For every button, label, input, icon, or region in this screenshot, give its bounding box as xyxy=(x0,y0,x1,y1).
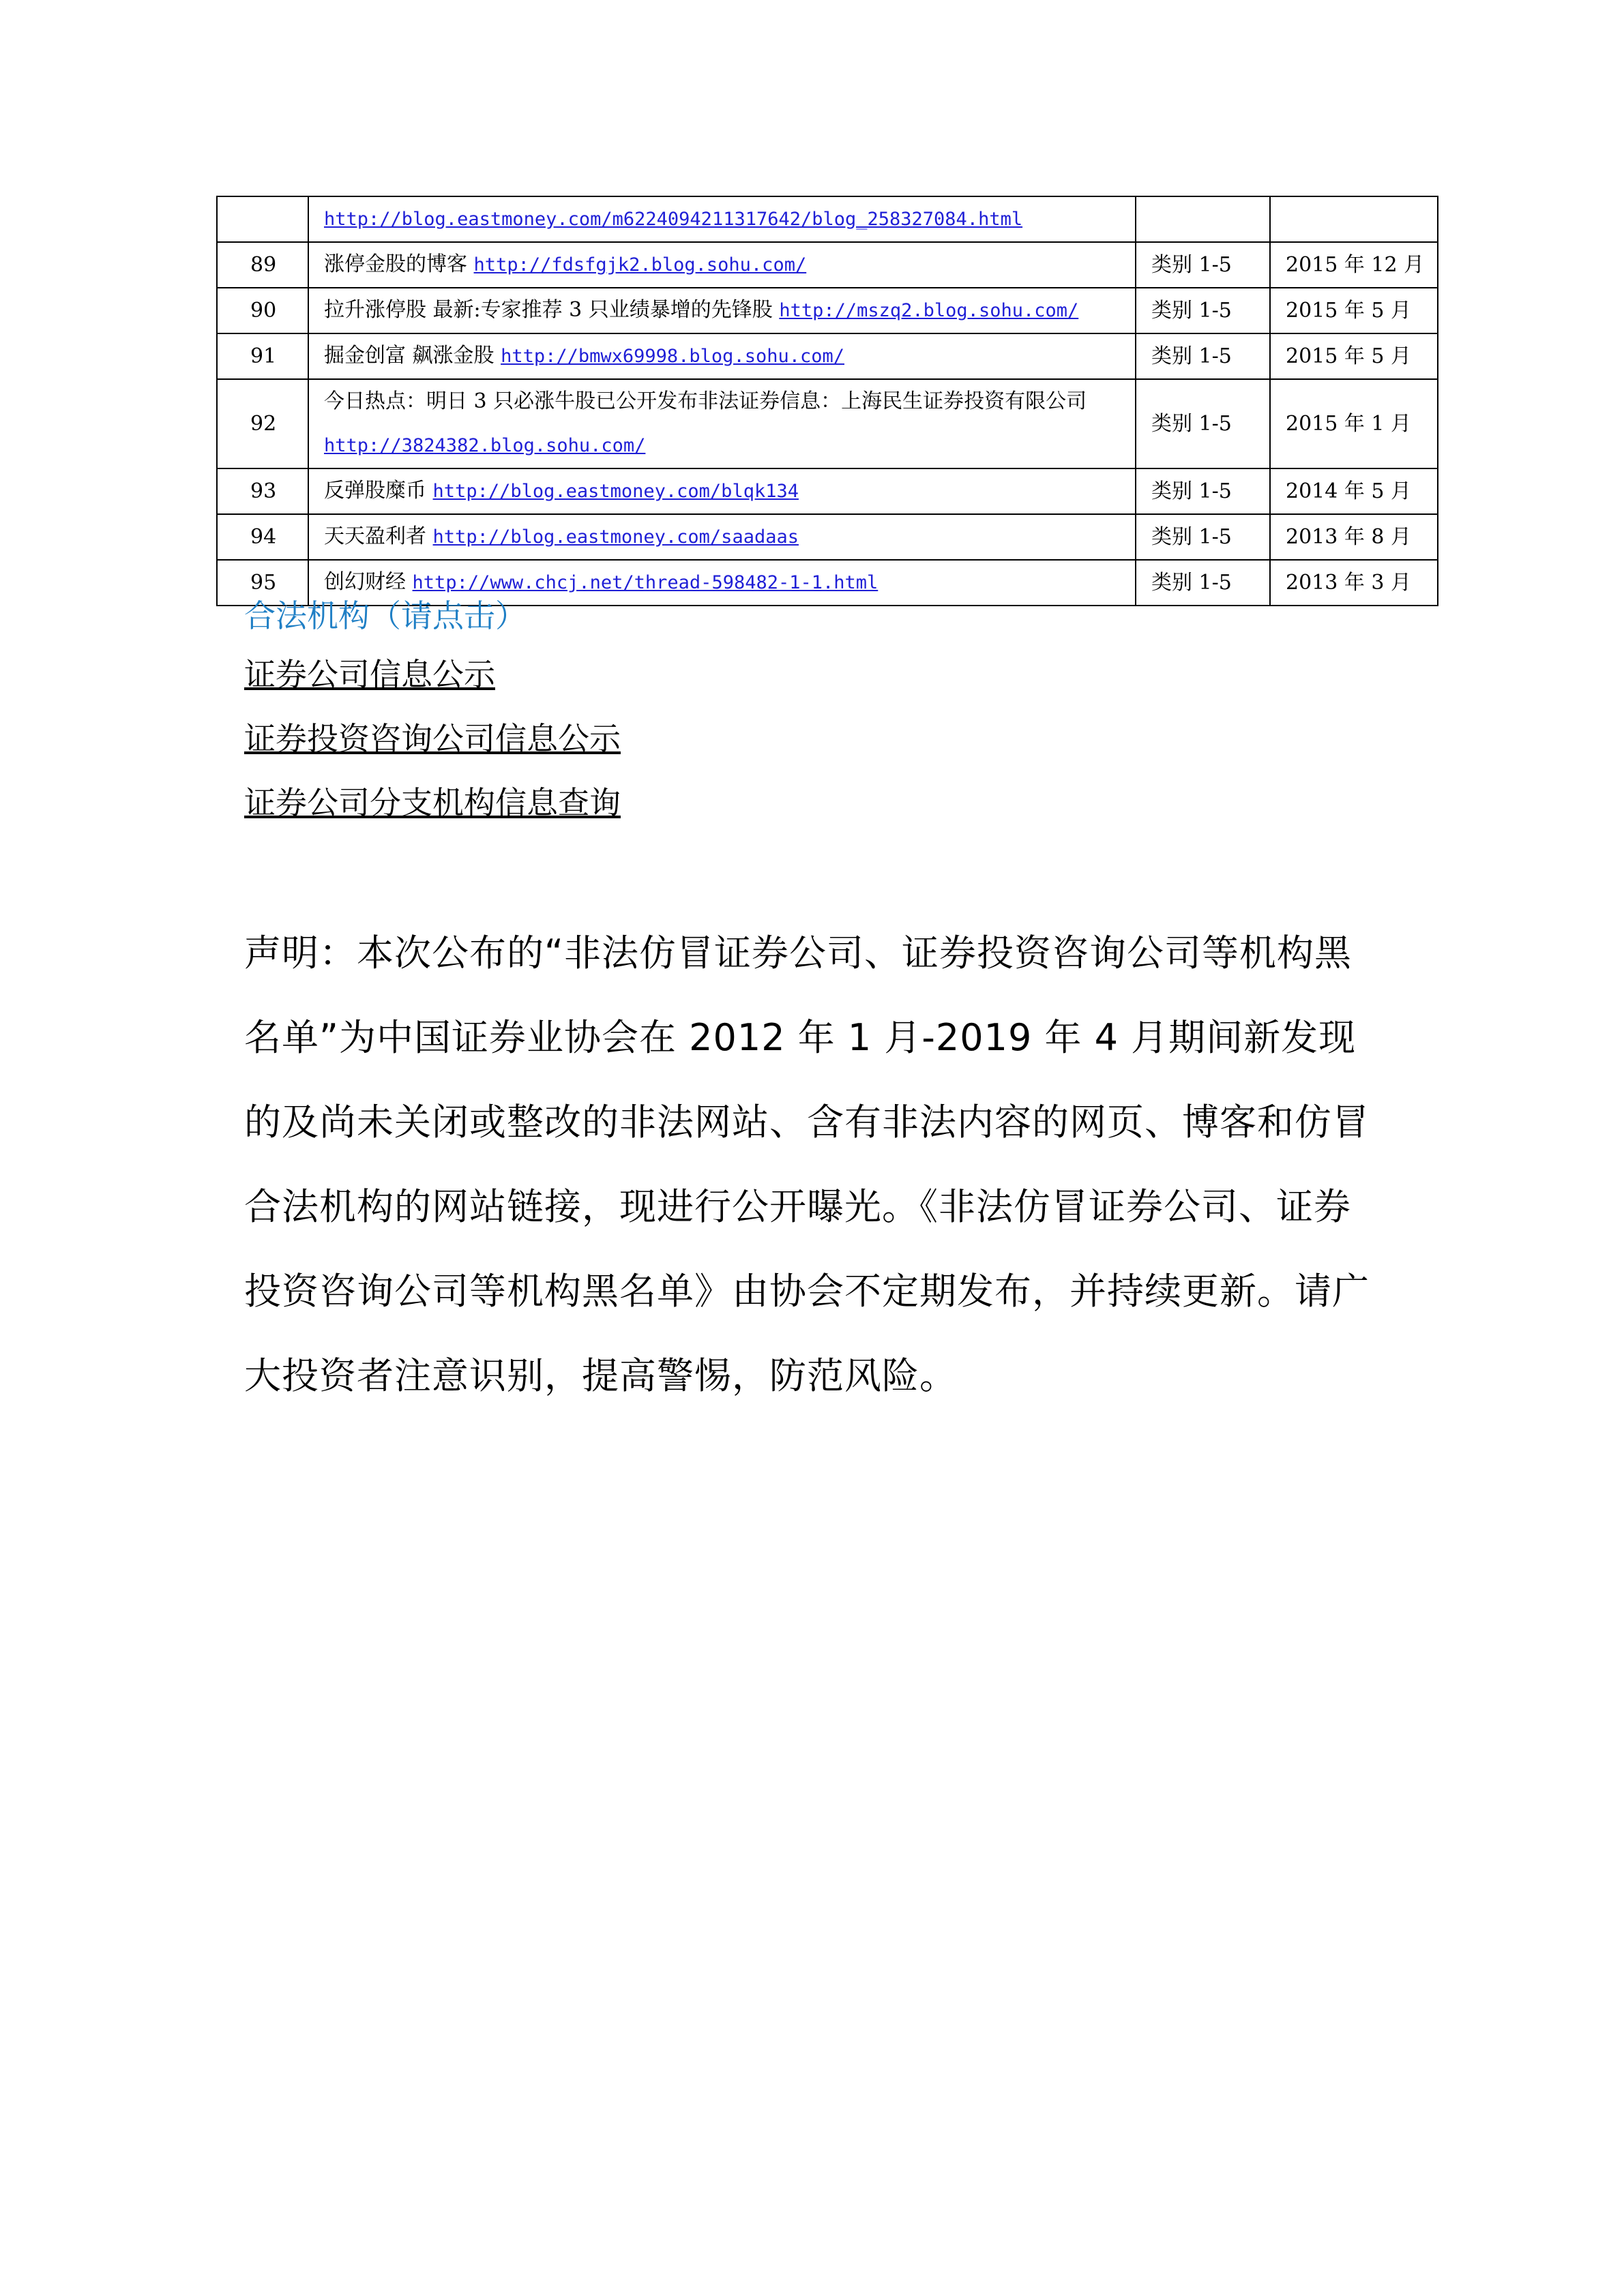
site-cell xyxy=(308,242,1136,288)
site-link[interactable]: http://blog.eastmoney.com/m6224094211317642/blog_258327084.html xyxy=(324,209,1023,230)
row-number: 94 xyxy=(217,514,308,560)
blacklist-table xyxy=(216,196,1438,606)
site-cell xyxy=(308,468,1136,514)
category-cell xyxy=(1136,196,1270,242)
site-cell xyxy=(308,196,1136,242)
site-cell xyxy=(308,288,1136,333)
row-number: 92 xyxy=(217,379,308,468)
category-cell: 类别 1-5 xyxy=(1136,514,1270,560)
row-number: 93 xyxy=(217,468,308,514)
date-cell: 2014 年 5 月 xyxy=(1270,468,1438,514)
site-link[interactable]: http://bmwx69998.blog.sohu.com/ xyxy=(501,346,844,367)
disclaimer-statement: 声明：本次公布的“非法仿冒证券公司、证券投资咨询公司等机构黑名单”为中国证券业协会在 2012 年 1 月-2019 年 4 月期间新发现的及尚未关闭或整改的非法网站、含有非法内容的网页、博客和仿冒合法机构的网站链接，现进行公开曝光。《非法仿冒证券公司、证券投资咨询公司等机构黑名单》由协会不定期发布，并持续更新。请广大投资者注意识别，提高警惕，防范风险。 xyxy=(244,931,1370,1397)
site-cell xyxy=(308,379,1136,468)
table-row xyxy=(217,288,1438,333)
site-name: 掘金创富 飙涨金股 xyxy=(324,344,501,368)
site-cell xyxy=(308,333,1136,379)
table-row xyxy=(217,514,1438,560)
site-cell xyxy=(308,514,1136,560)
category-cell: 类别 1-5 xyxy=(1136,242,1270,288)
category-cell: 类别 1-5 xyxy=(1136,468,1270,514)
row-number: 95 xyxy=(217,560,308,606)
legal-institutions-title: 合法机构（请点击） xyxy=(244,597,527,634)
branch-office-query-link[interactable]: 证券公司分支机构信息查询 xyxy=(244,784,621,821)
site-link[interactable]: http://fdsfgjk2.blog.sohu.com/ xyxy=(473,254,807,275)
site-link[interactable]: http://blog.eastmoney.com/saadaas xyxy=(432,526,799,548)
table-row xyxy=(217,379,1438,468)
site-name: 创幻财经 xyxy=(324,570,413,594)
site-name: 今日热点：明日 3 只必涨牛股已公开发布非法证券信息：上海民生证券投资有限公司 xyxy=(324,389,1087,413)
row-number: 90 xyxy=(217,288,308,333)
row-number xyxy=(217,196,308,242)
site-name: 涨停金股的博客 xyxy=(324,252,474,276)
row-number: 89 xyxy=(217,242,308,288)
investment-advisory-info-link[interactable]: 证券投资咨询公司信息公示 xyxy=(244,720,621,757)
date-cell: 2015 年 5 月 xyxy=(1270,288,1438,333)
category-cell: 类别 1-5 xyxy=(1136,379,1270,468)
site-name: 拉升涨停股 最新:专家推荐 3 只业绩暴增的先锋股 xyxy=(324,298,780,322)
table-row xyxy=(217,333,1438,379)
row-number: 91 xyxy=(217,333,308,379)
site-link[interactable]: http://3824382.blog.sohu.com/ xyxy=(324,435,646,456)
site-link[interactable]: http://www.chcj.net/thread-598482-1-1.html xyxy=(412,572,879,593)
date-cell: 2015 年 5 月 xyxy=(1270,333,1438,379)
date-cell: 2013 年 8 月 xyxy=(1270,514,1438,560)
table-row xyxy=(217,468,1438,514)
category-cell: 类别 1-5 xyxy=(1136,333,1270,379)
table-row xyxy=(217,196,1438,242)
site-link[interactable]: http://mszq2.blog.sohu.com/ xyxy=(779,300,1079,321)
category-cell: 类别 1-5 xyxy=(1136,560,1270,606)
category-cell: 类别 1-5 xyxy=(1136,288,1270,333)
securities-company-info-link[interactable]: 证券公司信息公示 xyxy=(244,656,495,693)
date-cell: 2015 年 1 月 xyxy=(1270,379,1438,468)
site-name: 反弹股糜币 xyxy=(324,479,433,503)
site-name: 天天盈利者 xyxy=(324,524,433,548)
date-cell: 2013 年 3 月 xyxy=(1270,560,1438,606)
site-link[interactable]: http://blog.eastmoney.com/blqk134 xyxy=(432,481,799,502)
date-cell: 2015 年 12 月 xyxy=(1270,242,1438,288)
table-row xyxy=(217,242,1438,288)
legal-institutions-section xyxy=(244,589,1404,835)
date-cell xyxy=(1270,196,1438,242)
